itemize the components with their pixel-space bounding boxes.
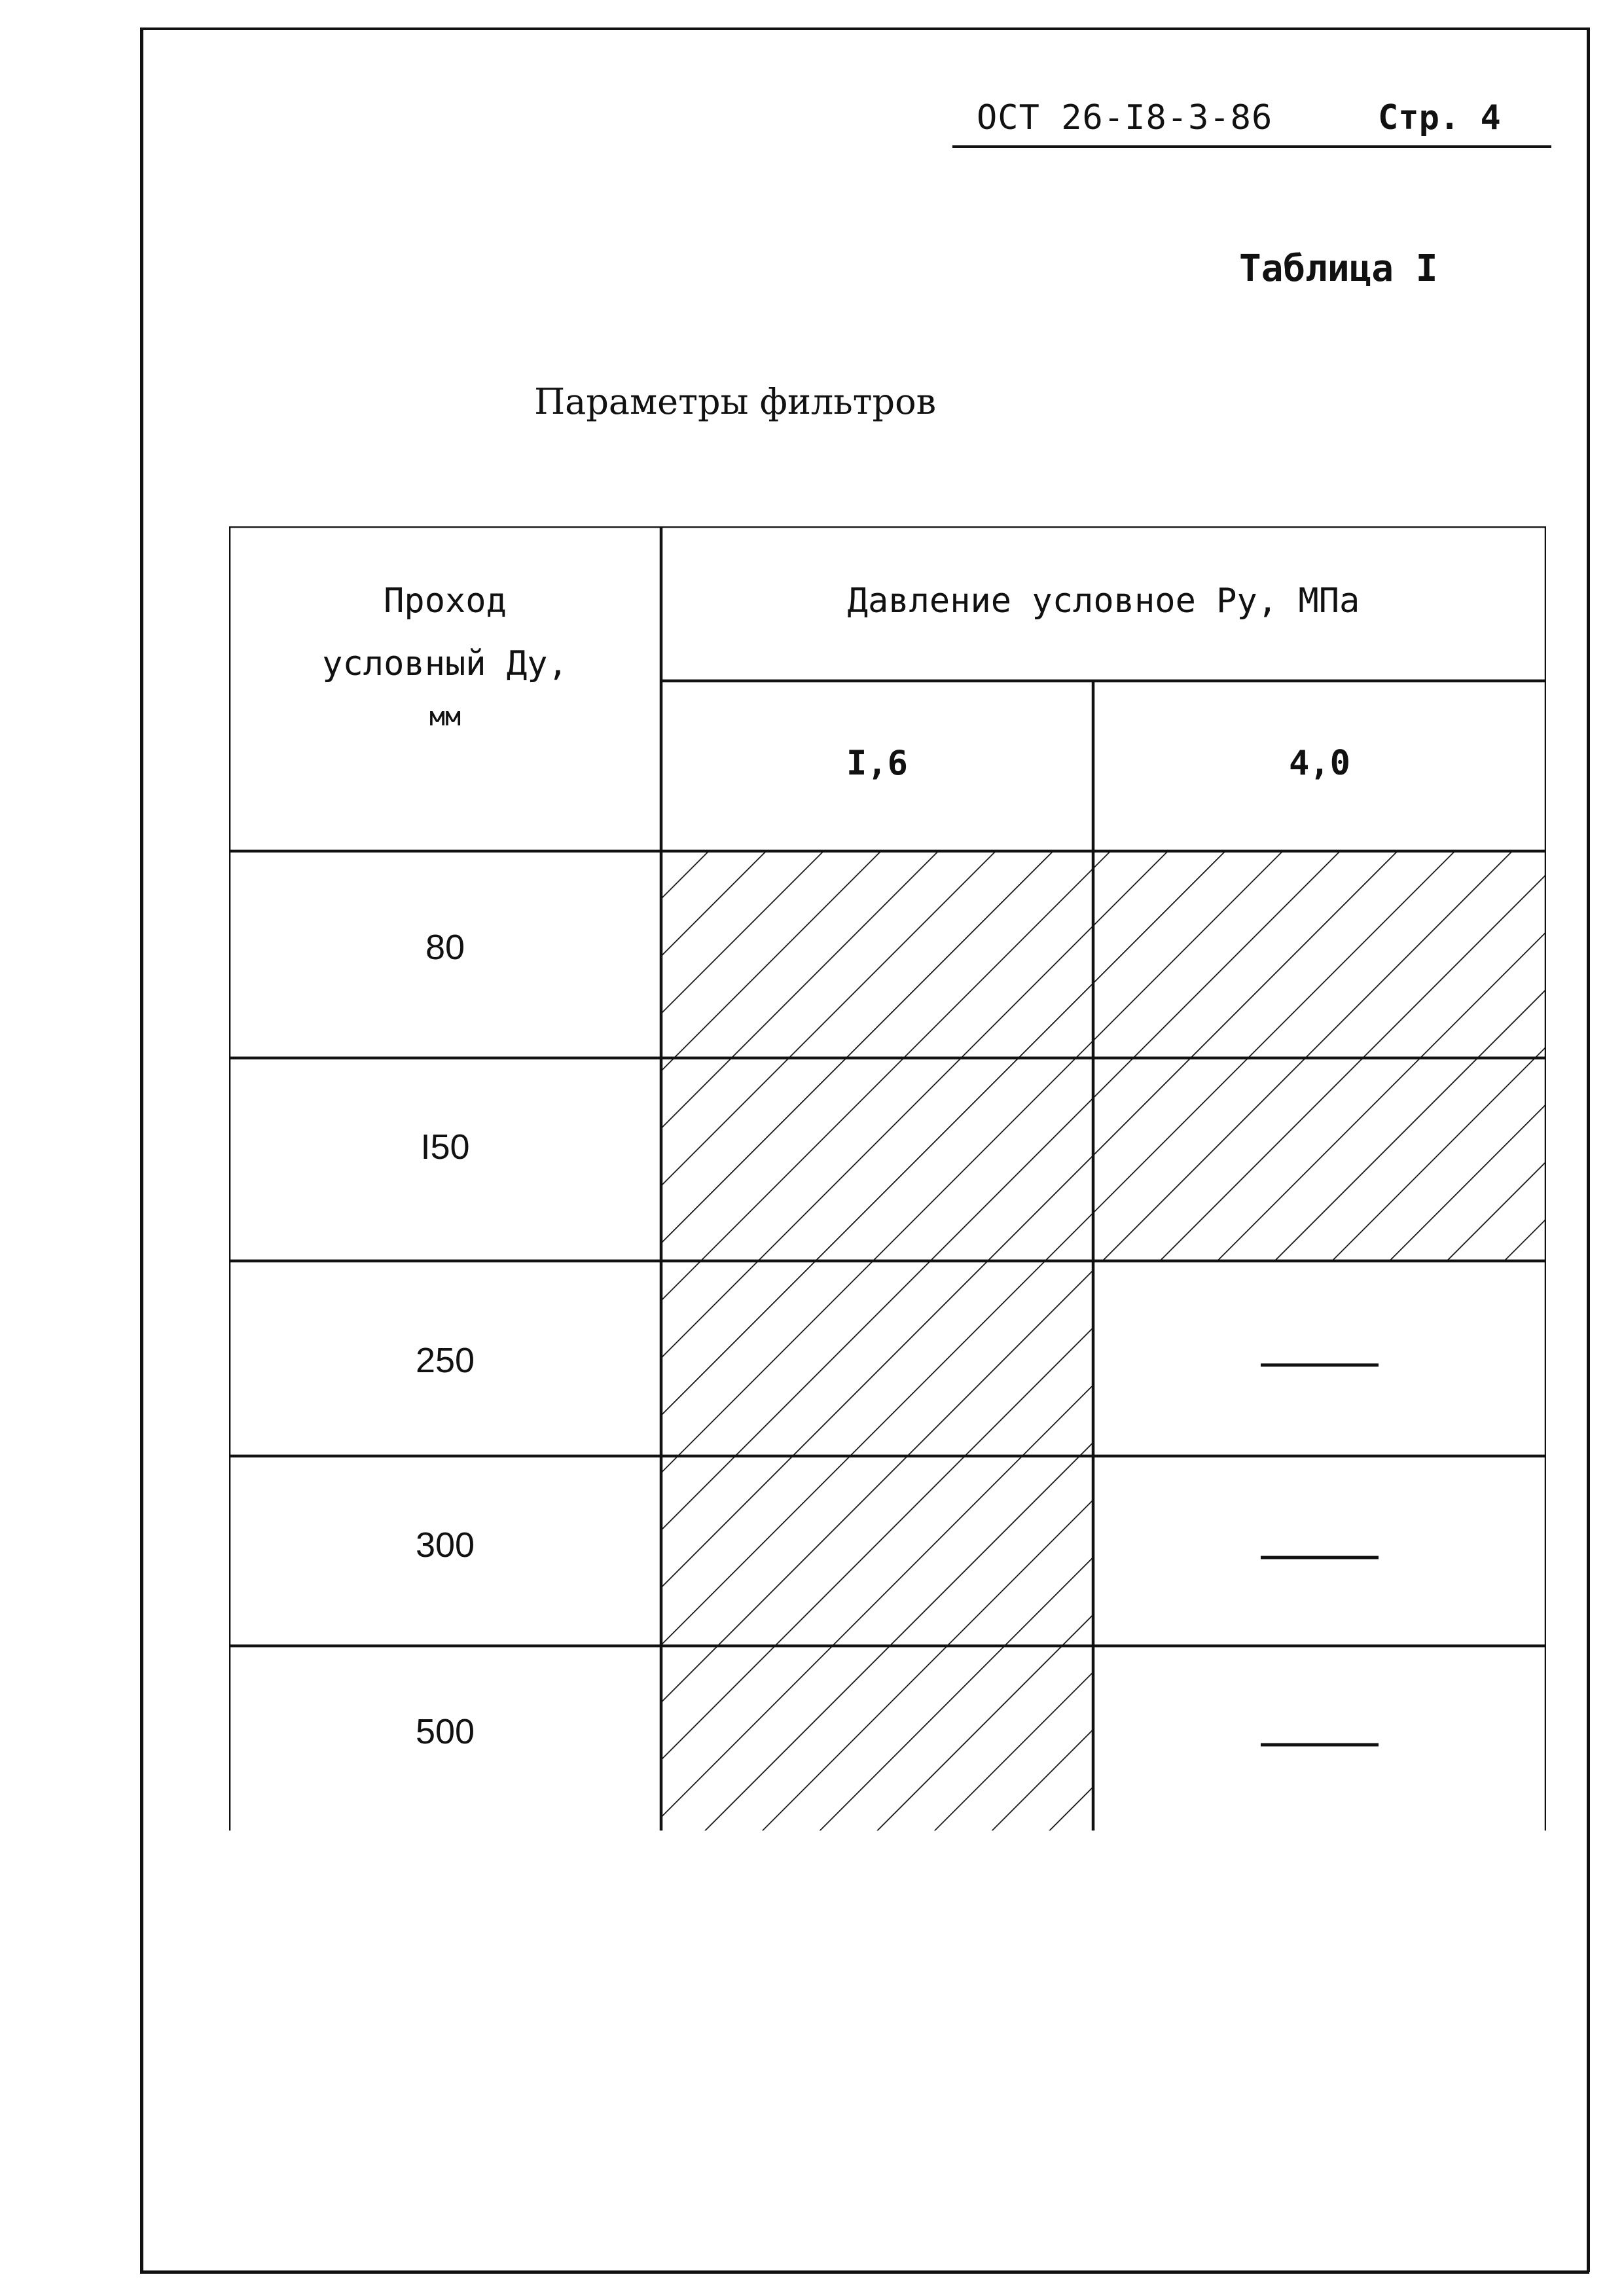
row-dn-250: 250 — [415, 1341, 475, 1380]
table-title: Параметры фильтров — [534, 381, 936, 422]
page-frame-left — [140, 27, 143, 2272]
row-dn-80: 80 — [425, 928, 465, 967]
hatched-cell — [661, 851, 1093, 1058]
header-pressure-4-0: 4,0 — [1289, 744, 1350, 783]
row-dn-150: I50 — [420, 1127, 470, 1167]
row-dn-500: 500 — [415, 1712, 475, 1751]
header-nominal-bore-unit: мм — [429, 702, 461, 732]
page-frame-top — [140, 27, 1589, 30]
header-nominal-bore-line2: условный Ду, — [322, 644, 568, 683]
filter-parameters-table — [229, 526, 1546, 1831]
page-frame-bottom — [140, 2270, 1589, 2274]
hatched-cell — [661, 1456, 1093, 1646]
header-nominal-pressure: Давление условное Ру, МПа — [847, 581, 1360, 621]
document-code: ОСТ 26-I8-3-86 — [977, 98, 1273, 137]
row-dn-300: 300 — [415, 1525, 475, 1565]
table-label: Таблица I — [1239, 247, 1438, 290]
header-pressure-1-6: I,6 — [846, 744, 908, 783]
header-rule — [952, 145, 1551, 148]
hatched-cell — [1093, 1058, 1546, 1261]
page-frame-right — [1587, 27, 1590, 2272]
page-number: Стр. 4 — [1378, 98, 1501, 137]
hatched-cell — [661, 1261, 1093, 1456]
hatched-cell — [1093, 851, 1546, 1058]
hatched-cell — [661, 1646, 1093, 1831]
hatched-cell — [661, 1058, 1093, 1261]
header-nominal-bore-line1: Проход — [384, 581, 507, 621]
